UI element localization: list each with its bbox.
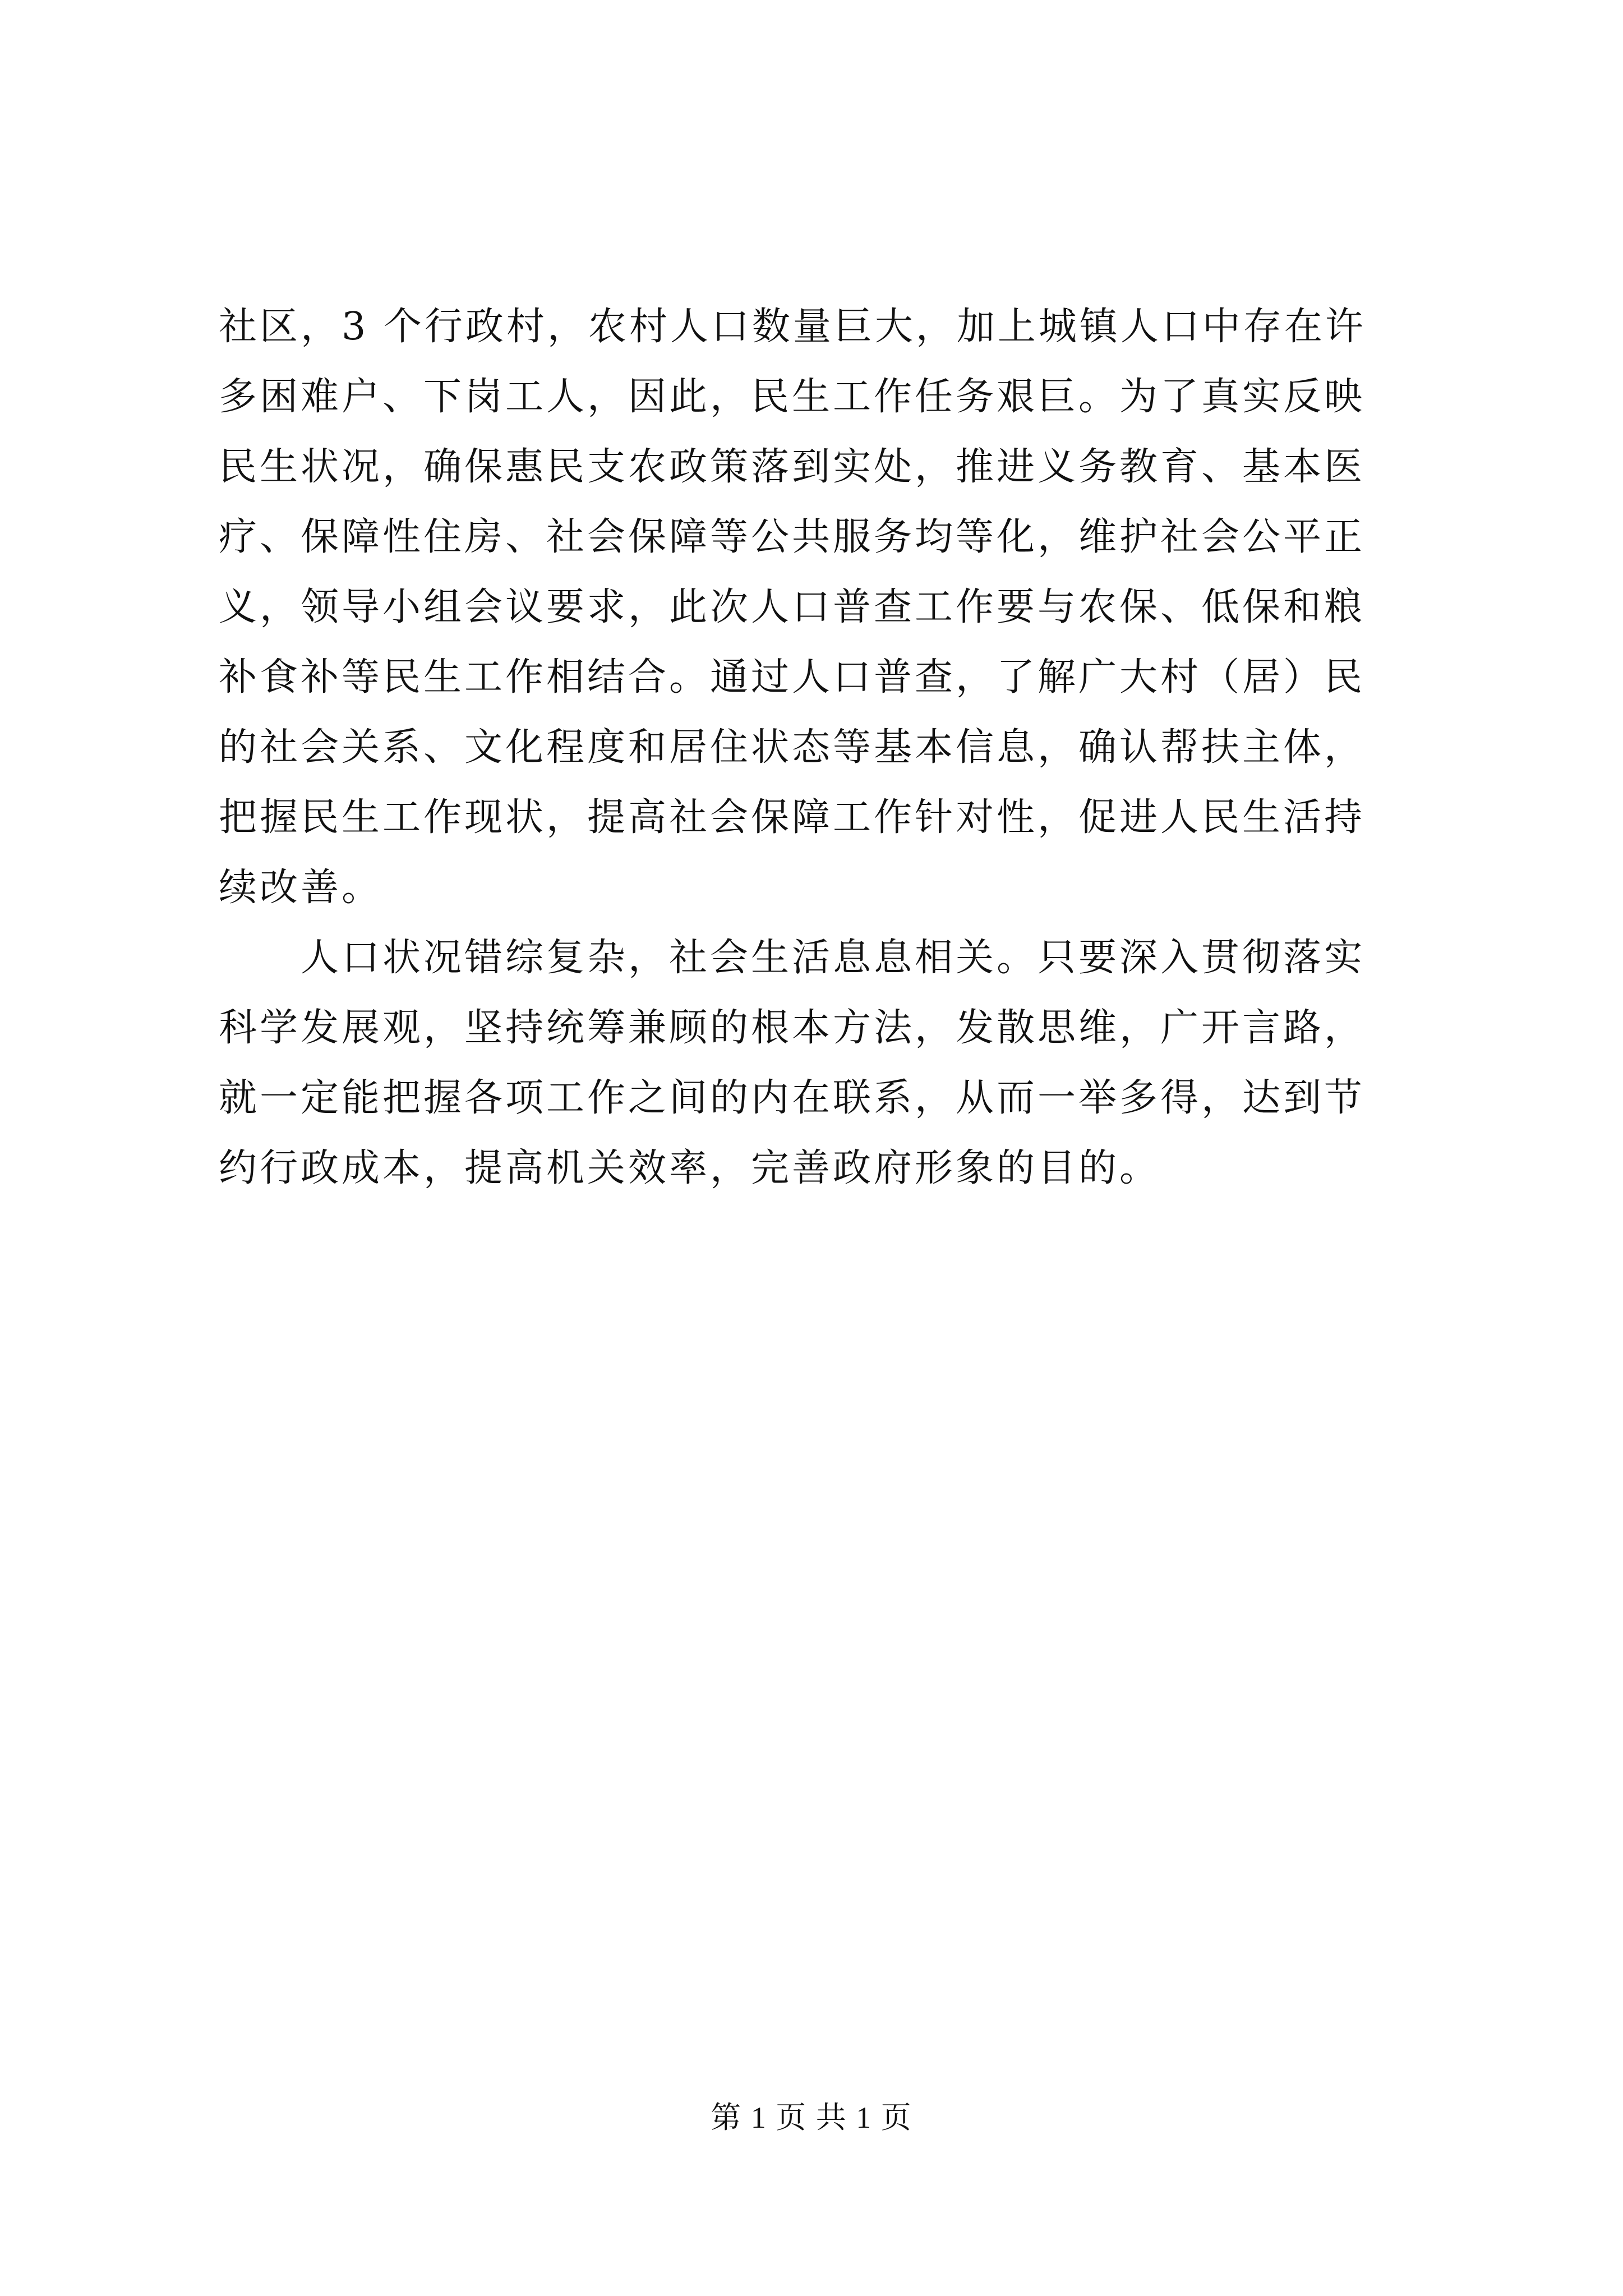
paragraph-2 [219,923,1413,1203]
page-indicator: 第 1 页 共 1 页 [711,2101,912,2134]
text-line: 把握民生工作现状，提高社会保障工作针对性，促进人民生活持 [219,795,1366,840]
document-body [219,292,1413,1203]
text-line: 约行政成本，提高机关效率，完善政府形象的目的。 [219,1146,1161,1190]
text-line: 续改善。 [219,866,383,910]
text-line: 人口状况错综复杂，社会生活息息相关。只要深入贯彻落实 [219,936,1366,980]
page-footer [0,2098,1623,2137]
text-line: 科学发展观，坚持统筹兼顾的根本方法，发散思维，广开言路， [219,1006,1366,1050]
paragraph-1 [219,292,1413,923]
text-line: 义，领导小组会议要求，此次人口普查工作要与农保、低保和粮 [219,585,1366,629]
text-line: 疗、保障性住房、社会保障等公共服务均等化，维护社会公平正 [219,515,1366,559]
text-line: 就一定能把握各项工作之间的内在联系，从而一举多得，达到节 [219,1076,1366,1120]
text-line: 多困难户、下岗工人，因此，民生工作任务艰巨。为了真实反映 [219,375,1366,419]
text-line: 的社会关系、文化程度和居住状态等基本信息，确认帮扶主体， [219,725,1366,770]
text-line: 社区，3 个行政村，农村人口数量巨大，加上城镇人口中存在许 [219,305,1366,349]
text-line: 民生状况，确保惠民支农政策落到实处，推进义务教育、基本医 [219,445,1366,489]
text-line: 补食补等民生工作相结合。通过人口普查，了解广大村（居）民 [219,655,1366,700]
